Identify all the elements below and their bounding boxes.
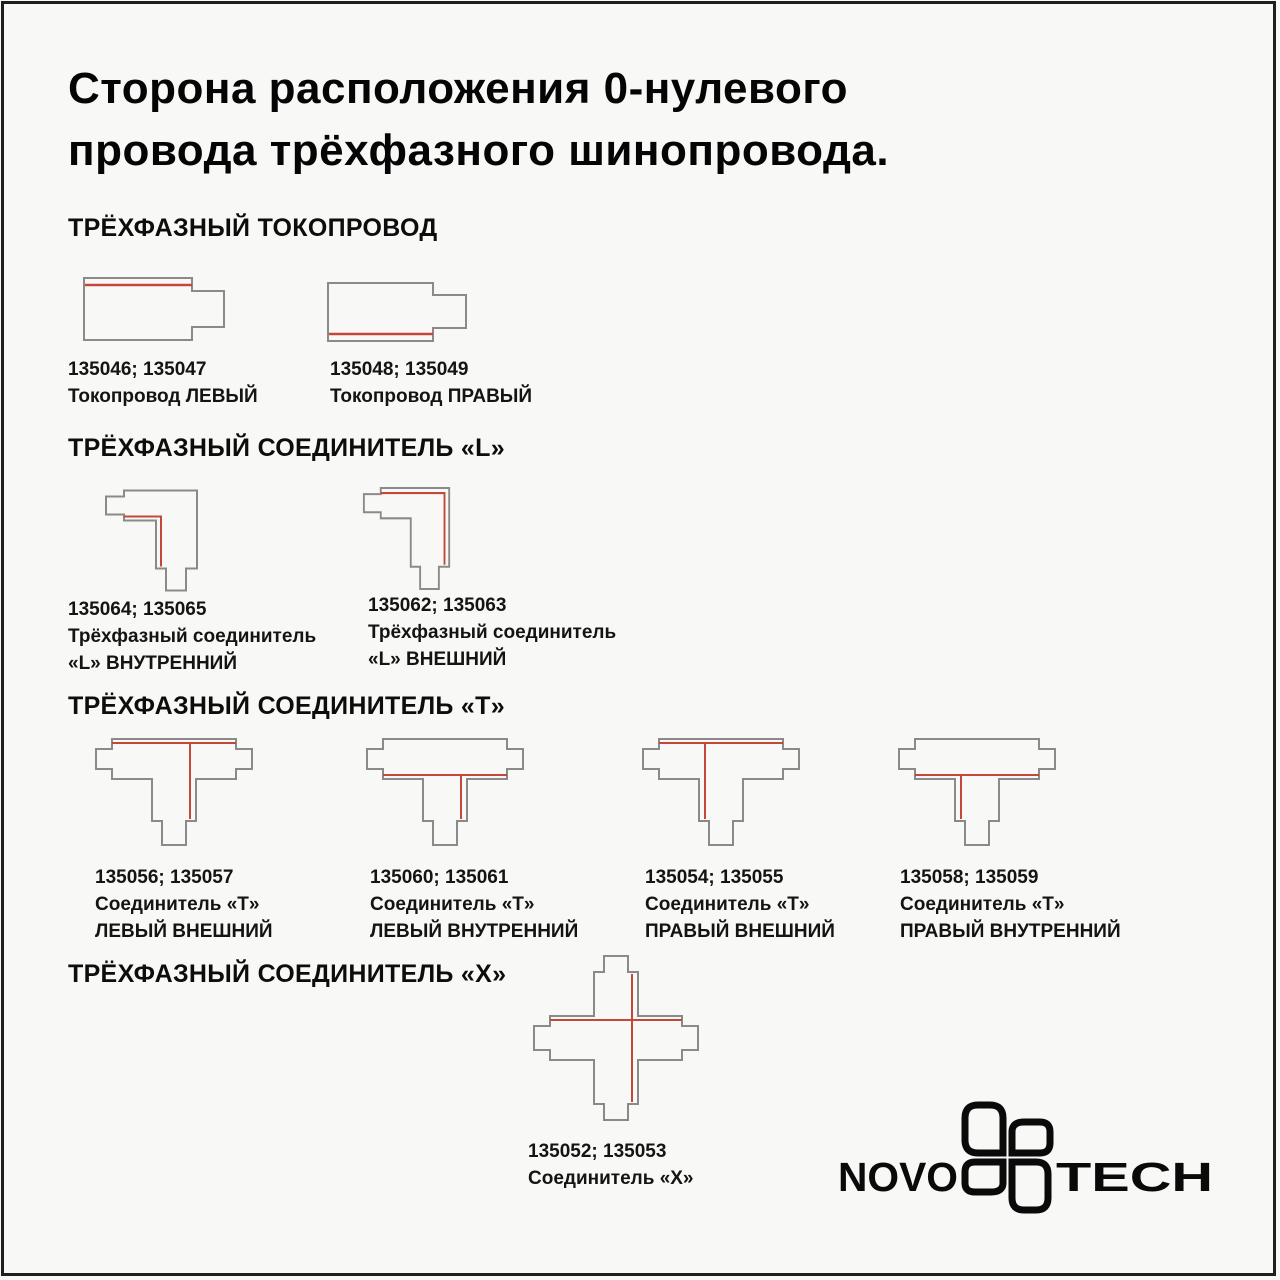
- diagram-t-outline: [899, 739, 1055, 845]
- item-variant: ПРАВЫЙ ВНЕШНИЙ: [645, 921, 835, 942]
- diagram-t-outline: [367, 739, 523, 845]
- item-name: Токопровод ЛЕВЫЙ: [68, 386, 258, 407]
- item-code: 135062; 135063: [368, 595, 507, 616]
- label-x: [528, 1138, 694, 1192]
- item-name: Трёхфазный соединитель: [68, 626, 317, 647]
- label-t-right-outer: [645, 864, 835, 945]
- item-name: Соединитель «Х»: [528, 1168, 694, 1189]
- novotech-logo: [820, 1085, 1240, 1225]
- diagram-t-left-outer: [90, 733, 258, 851]
- page-title: [68, 58, 1208, 182]
- item-code: 135060; 135061: [370, 867, 509, 888]
- diagram-feed-left-outline: [84, 278, 224, 340]
- section-heading-feed: ТРЁХФАЗНЫЙ ТОКОПРОВОД: [68, 214, 438, 242]
- section-heading-t: ТРЁХФАЗНЫЙ СОЕДИНИТЕЛЬ «Т»: [68, 692, 505, 720]
- logo-text-novo: NOVO: [838, 1154, 958, 1200]
- item-name: Соединитель «Т»: [900, 894, 1065, 915]
- item-code: 135064; 135065: [68, 599, 207, 620]
- logo-leaf-se: [1012, 1162, 1048, 1210]
- diagram-feed-left: [83, 277, 225, 341]
- item-code: 135052; 135053: [528, 1141, 667, 1162]
- item-code: 135058; 135059: [900, 867, 1039, 888]
- label-t-left-outer: [95, 864, 273, 945]
- item-name: Соединитель «Т»: [645, 894, 810, 915]
- logo-leaf-ne: [1012, 1122, 1050, 1153]
- diagram-feed-right: [327, 282, 467, 342]
- item-code: 135056; 135057: [95, 867, 234, 888]
- logo-text-tech: TECH: [1056, 1154, 1213, 1200]
- item-code: 135048; 135049: [330, 359, 469, 380]
- section-heading-x: ТРЁХФАЗНЫЙ СОЕДИНИТЕЛЬ «Х»: [68, 960, 507, 988]
- diagram-t-outline: [96, 739, 252, 845]
- diagram-l-external-outline: [364, 488, 449, 589]
- diagram-x: [532, 954, 700, 1122]
- item-variant: ПРАВЫЙ ВНУТРЕННИЙ: [900, 921, 1121, 942]
- item-name: Соединитель «Т»: [95, 894, 260, 915]
- item-name: Токопровод ПРАВЫЙ: [330, 386, 533, 407]
- diagram-feed-right-outline: [328, 283, 466, 341]
- logo-flower-icon: [965, 1105, 1050, 1210]
- label-l-external: [368, 592, 616, 673]
- diagram-l-internal-outline: [106, 491, 197, 591]
- label-feed-left: [68, 356, 258, 410]
- logo-leaf-nw: [965, 1105, 1003, 1153]
- label-l-internal: [68, 596, 316, 677]
- page-title-line2: провода трёхфазного шинопровода.: [68, 126, 890, 175]
- diagram-t-outline: [643, 739, 799, 845]
- diagram-l-internal: [104, 488, 216, 594]
- item-variant: ЛЕВЫЙ ВНУТРЕННИЙ: [370, 921, 579, 942]
- section-heading-l: ТРЁХФАЗНЫЙ СОЕДИНИТЕЛЬ «L»: [68, 434, 505, 462]
- diagram-t-right-outer: [637, 733, 805, 851]
- item-variant: ЛЕВЫЙ ВНЕШНИЙ: [95, 921, 273, 942]
- item-code: 135046; 135047: [68, 359, 207, 380]
- label-t-left-inner: [370, 864, 578, 945]
- logo-leaf-sw: [965, 1162, 1003, 1192]
- item-name: Соединитель «Т»: [370, 894, 535, 915]
- item-code: 135054; 135055: [645, 867, 784, 888]
- diagram-t-right-inner: [893, 733, 1061, 851]
- diagram-t-left-inner: [361, 733, 529, 851]
- item-name: Трёхфазный соединитель: [368, 622, 617, 643]
- diagram-l-external: [362, 486, 467, 592]
- diagram-x-outline: [534, 956, 698, 1120]
- page-title-line1: Сторона расположения 0-нулевого: [68, 64, 848, 113]
- item-variant: «L» ВНУТРЕННИЙ: [68, 653, 237, 674]
- label-t-right-inner: [900, 864, 1121, 945]
- label-feed-right: [330, 356, 532, 410]
- item-variant: «L» ВНЕШНИЙ: [368, 649, 507, 670]
- neutral-wire-line: [381, 493, 445, 565]
